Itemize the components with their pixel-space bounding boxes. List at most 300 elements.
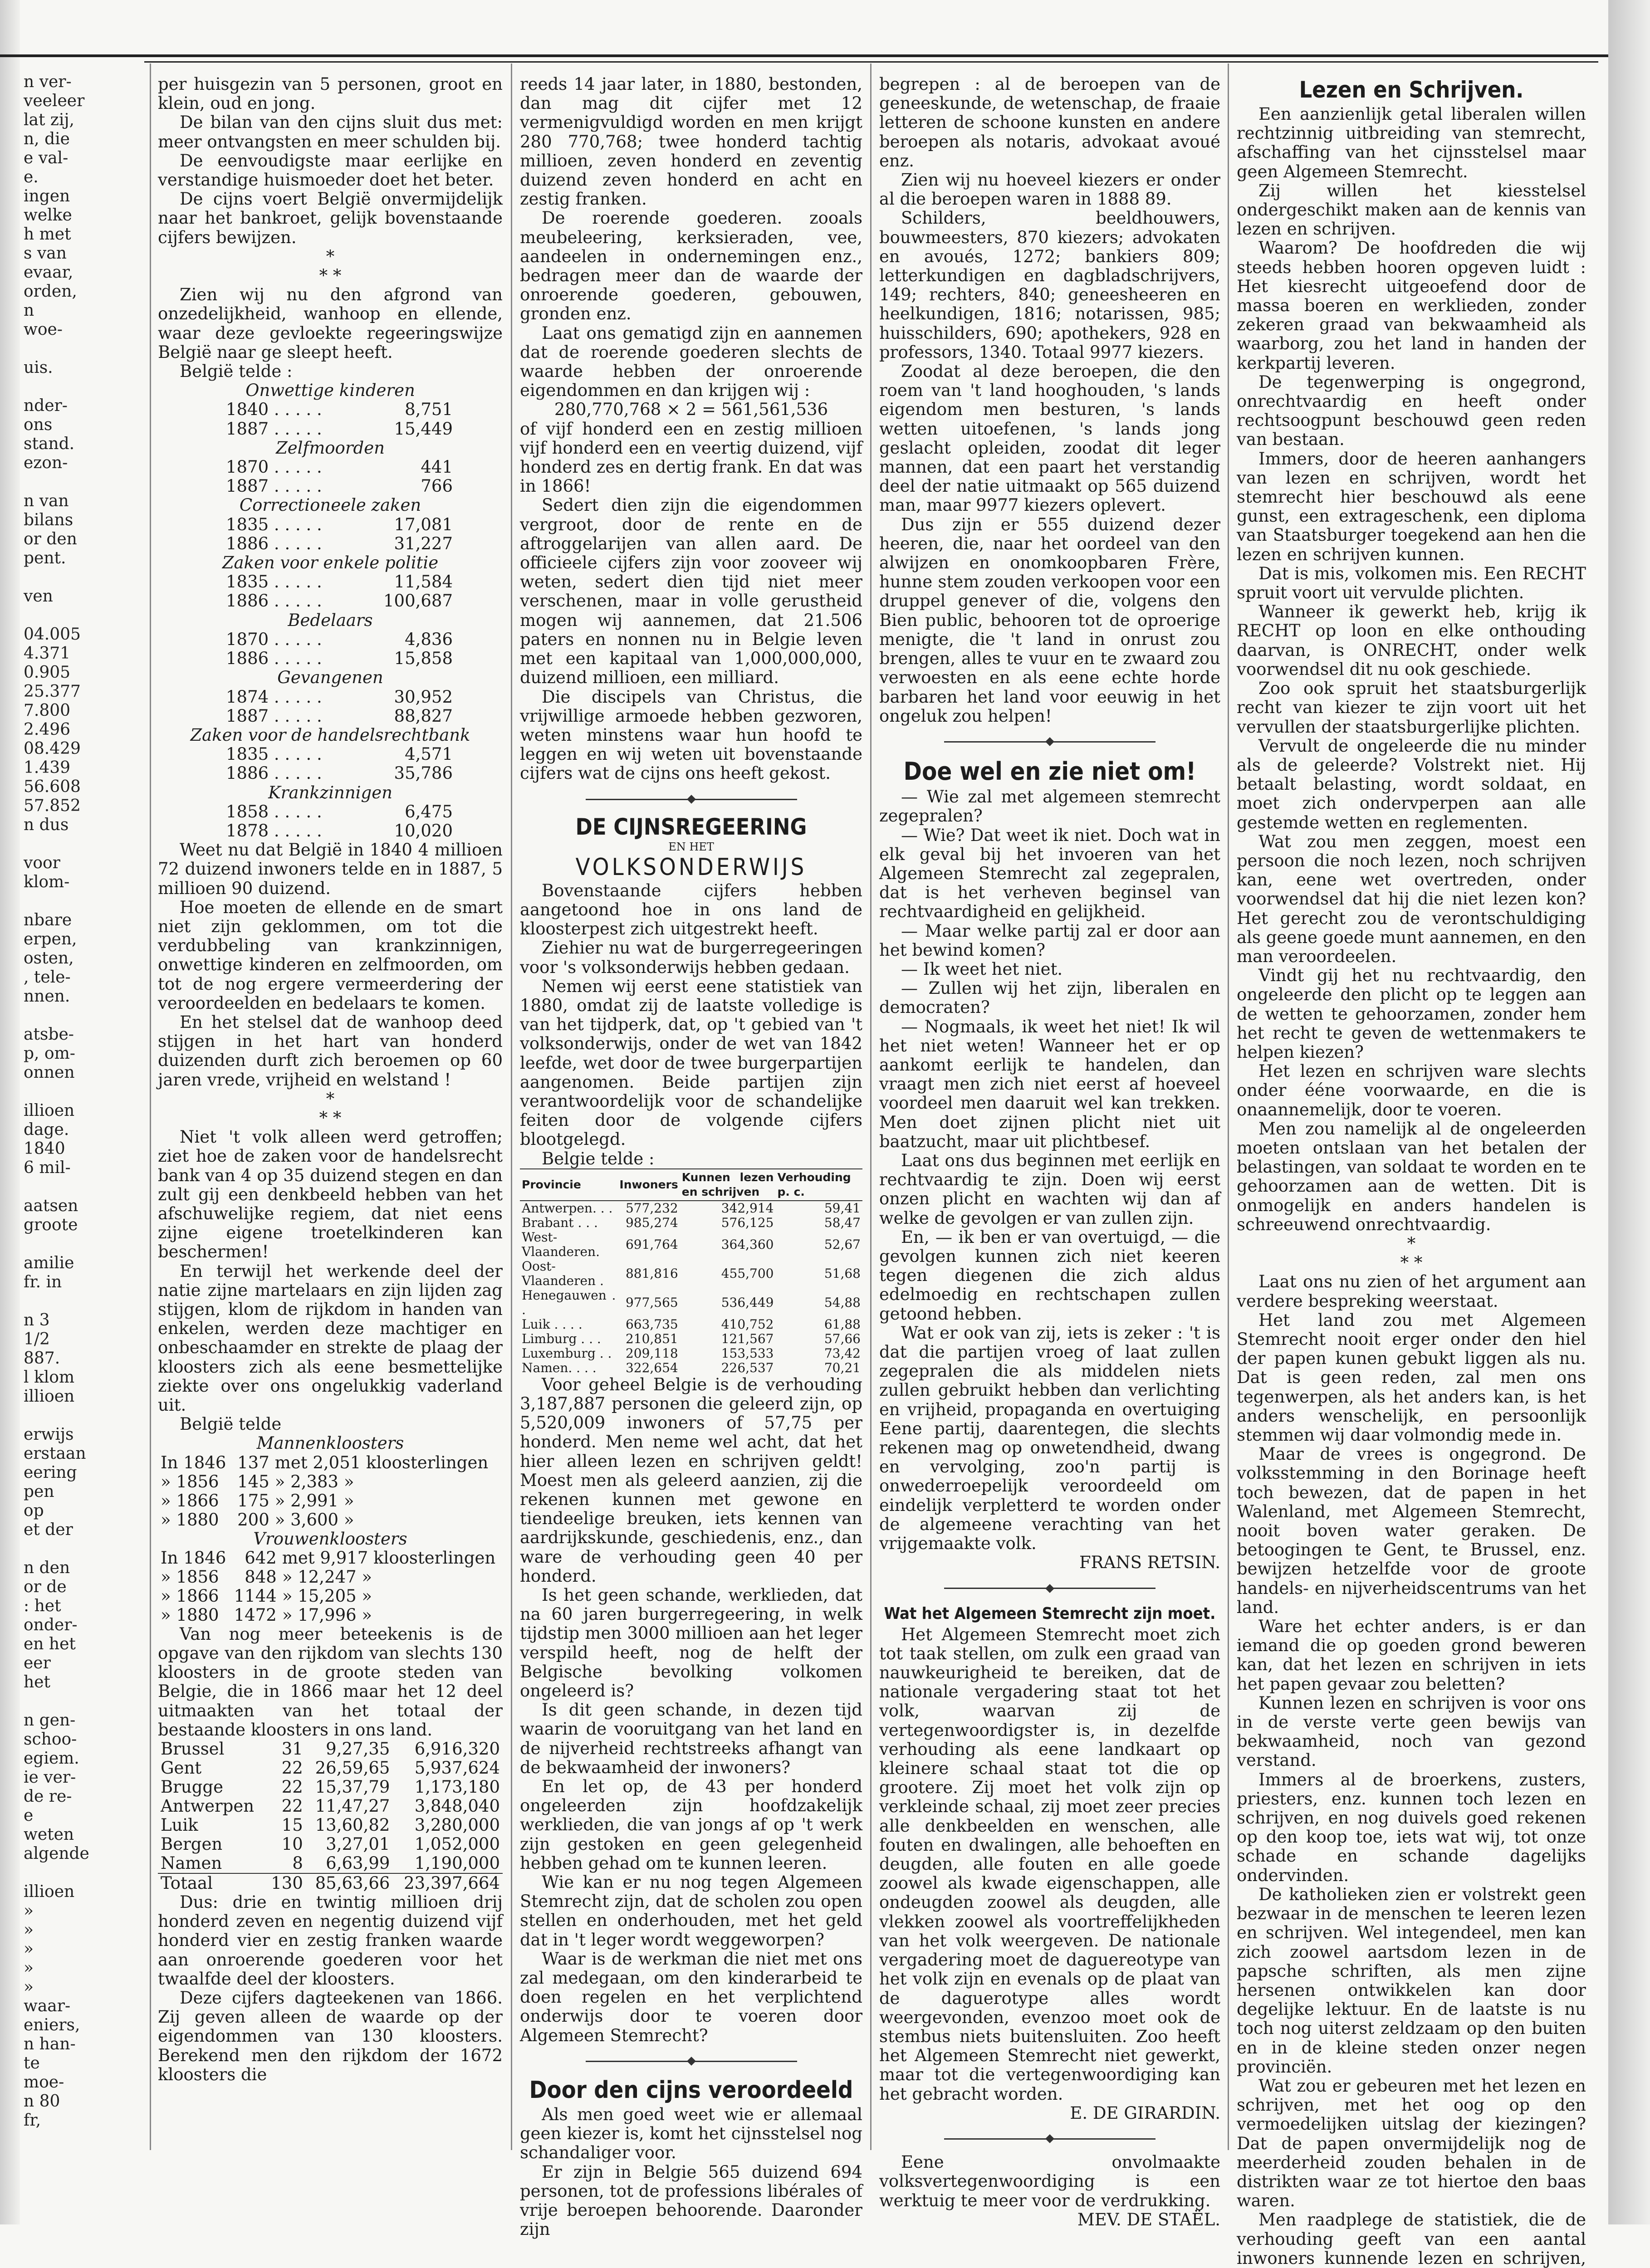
fragment-line [24,1863,78,1882]
table-cell: 153,533 [721,1345,774,1361]
table-cell: 1144 [234,1586,277,1606]
article-title-connector: EN HET [668,840,714,853]
table-cell: » 1866 [161,1586,219,1606]
table-cell: 70,21 [824,1360,861,1375]
table-cell: 881,816 [625,1266,678,1281]
paragraph: Dus: drie en twintig millioen drij honderd zeven en negentig duizend vijf honderd vier en zestig franken waarde aan onroerende goederen voor het twaalfde deel der kloosters. [158,1892,503,1989]
table-cell: Namen. . . . [522,1360,597,1375]
stat-value: 31,227 [394,533,453,553]
table-row [520,1201,862,1216]
fragment-line: ie ver- [24,1768,76,1787]
table-cell: 13,60,82 [315,1815,390,1835]
paragraph: Een aanzienlijk getal liberalen willen rechtzinnig uitbreiding van stemrecht, afschaffing van het cijnsstelsel maar geen Algemeen Stemrecht. [1237,104,1586,181]
table-cell: Luik [161,1815,198,1835]
table-cell: 209,118 [625,1345,678,1361]
table-cell: » 17,996 » [282,1605,372,1625]
paragraph: Waar is de werkman die niet met ons zal medegaan, om den kinderarbeid te doen regelen en het verplichtend onderwijs door te voeren door Algemeen Stemrecht? [520,1949,862,2045]
table-row [158,1606,503,1625]
table-cell: » 1856 [161,1567,219,1587]
table-cell: » 1880 [161,1605,219,1625]
article-title: Door den cijns veroordeeld [529,2077,853,2104]
stat-row [158,420,503,439]
stat-heading: Gevangenen [277,668,383,688]
table-cell: Antwerpen. . . [522,1200,613,1216]
table-cell: » 3,600 » [274,1510,354,1530]
table-cell: 3,280,000 [414,1815,500,1835]
fragment-line: orden, [24,282,77,301]
fragment-line: de re- [24,1787,72,1806]
fragment-line: ven [24,587,53,606]
fragment-line: egiem. [24,1749,79,1768]
stat-year: 1874 . . . . . [226,687,322,707]
fragment-line: n gen- [24,1711,76,1730]
table-cell: 22 [281,1758,303,1778]
stat-year: 1870 . . . . . [226,457,322,477]
fragment-line: , tele- [24,968,71,987]
fragment-line: n, die [24,130,70,148]
fragment-line: » [24,1959,34,1977]
stat-value: 35,786 [394,763,453,783]
stat-value: 17,081 [394,514,453,534]
fragment-line: erstaan [24,1444,86,1463]
paragraph: Wat zou er gebeuren met het lezen en schrijven, met het oog op den vermoedelijken uitslag der kiezingen? Dat de papen onvermijdelijk nog de meerderheid zouden behalen in de distrikten waar ze tot hiertoe den baas waren. [1237,2076,1586,2211]
table-cell: 226,537 [721,1360,774,1375]
page-edge [1608,0,1650,2224]
table-row [158,1453,503,1472]
table-header: Inwoners [617,1169,680,1201]
fragment-line: fr. in [24,1273,62,1291]
wealth-table [158,1740,503,1893]
stat-year: 1835 . . . . . [226,514,322,534]
table-cell: 8 [292,1853,303,1873]
table-row [520,1346,862,1361]
fragment-line: 4.371 [24,644,71,663]
paragraph: Bovenstaande cijfers hebben aangetoond hoe in ons land de kloosterpest zich uitgestrekt heeft. [520,880,862,939]
stat-row [158,821,503,841]
paragraph: De roerende goederen. zooals meubeleering, kerksieraden, vee, aandeelen in ondernemingen enz., bedragen meer dan de waarde der onroerende goederen, gebouwen, gronden enz. [520,208,862,324]
table-cell: 3,848,040 [414,1796,500,1816]
table-cell: 5,937,624 [414,1758,500,1778]
paragraph: Van nog meer beteekenis is de opgave van den rijkdom van slechts 130 kloosters in de groote steden van Belgie, die in 1866 maar het 12 deel uitmaakten van het totaal der bestaande kloosters in ons land. [158,1624,503,1740]
table-cell: 26,59,65 [315,1758,390,1778]
binding-shadow [0,0,20,2224]
fragment-line: 887. [24,1349,60,1368]
fragment-line: 04.005 [24,625,81,644]
fragment-line [24,835,78,854]
education-table [520,1168,862,1375]
fragment-line [24,1082,78,1101]
fragment-line: e weten [24,1806,74,1844]
paragraph: Schilders, beeldhouwers, bouwmeesters, 870 kiezers; advokaten en avoués, 1272; bankiers 809; letterkundigen en dagbladschrijvers, 149; rechters, 840; geneesheeren en heelkundigen, 1816; notarissen, 985; huisschilders, 690; apothekers, 928 en professors, 1340. Totaal 9977 kiezers. [879,208,1220,362]
paragraph: Maar de vrees is ongegrond. De volksstemming in den Borinage heeft toch bewezen, dat de papen in het Walenland, met Algemeen Stemrecht, nooit boven water geraken. De betoogingen te Gent, te Brussel, enz. bewijzen hetzelfde voor de groote handels- en nijverheidscentrums van het land. [1237,1444,1586,1617]
table-cell: Antwerpen [161,1796,255,1816]
table-cell: 1,052,000 [414,1834,500,1854]
table-cell: 1,173,180 [414,1777,500,1797]
paragraph: begrepen : al de beroepen van de geneeskunde, de wetenschap, de fraaie letteren de schoone kunsten en andere beroepen als notaris, advokaat avoué enz. [879,74,1220,171]
fragment-line: welke [24,206,72,225]
paragraph: Zoodat al deze beroepen, die den roem van 't land hooghouden, 's lands eigendom men besturen, 's lands wetten uitoefenen, 's lands jong geslacht opleiden, zoodat dit leger mannen, dat een paart het verstandig deel der natie uitmaakt op 565 duizend man, maar 9977 kiezers oplevert. [879,362,1220,515]
fragment-line: illioen [24,1101,75,1120]
stat-row [158,745,503,764]
ornament-divider [879,2128,1220,2147]
stat-value: 15,449 [394,419,453,439]
stat-row [158,458,503,477]
fragment-line: algende [24,1844,89,1863]
table-cell: Oost-Vlaanderen . [522,1258,604,1288]
paragraph: Laat ons gematigd zijn en aannemen dat de roerende goederen slechts de waarde hebben der onroerende eigendommen en dan krijgen wij : [520,323,862,401]
paragraph: Vindt gij het nu rechtvaardig, den ongeleerde den plicht op te leggen aan de wetten te gehoorzamen, zonder hem het recht te geven de wettenmakers te helpen kiezen? [1237,966,1586,1062]
table-cell: 130 [271,1873,303,1893]
fragment-line: n van [24,492,69,510]
table-row [158,1797,503,1816]
paragraph: België telde : [180,362,293,381]
mannenkloosters-table [158,1453,503,1530]
table-cell: » 15,205 » [282,1586,372,1606]
stat-value: 6,475 [405,802,453,821]
paragraph: Sedert dien zijn die eigendommen vergroot, door de rente en de aftroggelarijen van allen aard. De officieele cijfers zijn voor zooveer wij weten, sedert dien tijd niet meer verschenen, maar in volle gerustheid mogen wij aannemen, dat 21.506 paters en nonnen nu in Belgie leven met een kapitaal van 1,000,000,000, duizend millioen, een milliard. [520,495,862,688]
article-title: Lezen en Schrijven. [1299,77,1524,103]
stat-heading: Zelfmoorden [276,438,385,458]
table-total-row [158,1873,503,1893]
paragraph: Ziehier nu wat de burgerregeeringen voor 's volksonderwijs hebben gedaan. [520,938,862,977]
table-cell: 691,764 [625,1237,678,1252]
paragraph: Vervult de ongeleerde die nu minder als de geleerde? Volstrekt niet. Hij betaalt belasting, wordt soldaat, en moet zich ondervperpen aan alle gestemde wetten en reglementen. [1237,736,1586,832]
paragraph: Eene onvolmaakte volksvertegenwoordiging is een werktuig te meer voor de verdrukking. [879,2152,1220,2210]
stat-value: 30,952 [394,687,453,707]
statistics-list [158,381,503,841]
stat-year: 1886 . . . . . [226,649,322,669]
table-cell: 51,68 [824,1266,861,1281]
table-cell: 22 [281,1777,303,1797]
signature: MEV. DE STAËL. [1077,2209,1220,2229]
fragment-line: bilans [24,511,73,529]
paragraph: — Wie zal met algemeen stemrecht zegepralen? [879,787,1220,826]
table-cell: met 2,051 kloosterlingen [274,1452,489,1472]
paragraph: Die discipels van Christus, die vrijwillige armoede hebben gezworen, weten minstens waar hun hoofd te leggen en wij weten uit bovenstaande cijfers wat de cijns ons heeft gekost. [520,687,862,783]
table-cell: Luik . . . . [522,1316,583,1332]
paragraph: Waarom? De hoofdreden die wij steeds hebben hooren opgeven luidt : Het kiesrecht uitgeoefend door de massa boeren en werklieden, zonder zekeren graad van bekwaamheid als waarborg, zou het land in handen der kerkpartij leveren. [1237,238,1586,373]
paragraph: Weet nu dat België in 1840 4 millioen 72 duizend inwoners telde en in 1887, 5 millioen 90 duizend. [158,840,503,898]
table-cell: Namen [161,1853,222,1873]
fragment-line: pent. [24,549,66,567]
table-cell: 85,63,66 [315,1873,390,1893]
table-cell: 11,47,27 [315,1796,390,1816]
table-cell: 848 [245,1567,277,1587]
paragraph: Men zou namelijk al de ongeleerden moeten ontslaan van het betalen der belastingen, van soldaat te worden en te gehoorzamen aan de wetten. Dit is onmogelijk en anders handelen is schreeuwend onrechtvaardig. [1237,1119,1586,1234]
signature: E. DE GIRARDIN. [1070,2103,1220,2123]
paragraph: — Nogmaals, ik weet het niet! Ik wil het niet weten! Wanneer het er op aankomt eerlijk te handelen, dan vraagt men zich niet eerst af hoeveel voordeel men daaruit wel kan trekken. Men doet zijnen plicht niet uit baatzucht, maar uit plichtbesef. [879,1017,1220,1151]
paragraph: Belgie telde : [542,1149,655,1168]
fragment-line: en het [24,1635,76,1653]
stat-value: 441 [421,457,453,477]
fragment-line: uis. [24,358,53,377]
stat-year: 1835 . . . . . [226,572,322,592]
column-rule-0 [150,64,151,2150]
table-row [158,1816,503,1835]
table-cell: » 2,383 » [274,1471,354,1491]
table-cell: 663,735 [625,1316,678,1332]
fragment-line: pen op [24,1482,54,1520]
paragraph: Wie kan er nu nog tegen Algemeen Stemrecht zijn, dat de scholen zou open stellen en onderhouden, met het geld dat in 't leger wordt weggeworpen? [520,1872,862,1950]
stat-value: 766 [421,476,453,496]
table-cell: 61,88 [824,1316,861,1332]
paragraph: En let op, de 43 per honderd ongeleerden zijn hoofdzakelijk werklieden, die van jongs af op 't werk zijn gestoken en geen gelegenheid hebben gehad om te kunnen leeren. [520,1777,862,1873]
fragment-line: h met [24,225,71,244]
fragment-line: 57.852 [24,797,81,815]
stat-year: 1886 . . . . . [226,591,322,611]
fragment-line: l klom [24,1368,75,1387]
table-header: Verhouding p. c. [776,1169,863,1201]
table-cell: 200 [237,1510,269,1530]
table-header: Provincie [520,1169,617,1201]
fragment-line: illioen [24,1387,75,1406]
formula: 280,770,768 × 2 = 561,561,536 [554,400,828,420]
column-1 [158,75,503,2152]
table-cell: 577,232 [625,1200,678,1216]
fragment-line: n den [24,1559,70,1577]
table-cell: Limburg . . . [522,1331,601,1346]
fragment-line: n 3 1/2 [24,1311,50,1349]
table-cell: 9,27,35 [326,1739,390,1759]
table-cell: West-Vlaanderen. [522,1229,600,1259]
stat-value: 4,836 [405,629,453,649]
table-cell: In 1846 [161,1452,226,1472]
paragraph: Het Algemeen Stemrecht moet zich tot taak stellen, om zulk een graad van nauwkeurigheid te bereiken, dat de nationale vergadering staat tot het volk, waarvan zij de vertegenwoordigster is, in dezelfde verhouding als eene landkaart op kleinere schaal staat tot die op grootere. Zij moet het volk zijn op verkleinde schaal, zij moet zeer precies alle denkbeelden en wenschen, alle fouten en dwalingen, alle behoeften en deugden, alle fouten en alle goede zoowel als kwade eigenschappen, alle ondeugden zoowel als deugden, alle vlekken zoowel als voortreffelijkheden van het volk weergeven. De nationale vergadering moet de daguereotype van het volk zijn en evenals op de plaat van de daguerotype alles wordt weergevonden, evenzoo moet ook de stembus niets buitensluiten. Zoo heeft het Algemeen Stemrecht niet gewerkt, maar tot die vertegenwoordiging kan het gebracht worden. [879,1624,1220,2104]
fragment-line: stand. [24,435,75,453]
article-subtitle: VOLKSONDERWIJS [575,853,807,881]
paragraph: Zien wij nu hoeveel kiezers er onder al die beroepen waren in 1888 89. [879,170,1220,209]
table-cell: 576,125 [721,1215,774,1230]
fragment-line: schoo- [24,1730,77,1749]
paragraph: — Maar welke partij zal er door aan het bewind komen? [879,921,1220,960]
paragraph: Laat ons nu zien of het argument aan verdere bespreking weerstaat. [1237,1272,1586,1311]
fragment-line [24,339,78,358]
table-row [520,1288,862,1317]
table-cell: Luxemburg . . [522,1345,612,1361]
fragment-line: evaar, [24,263,73,282]
table-cell: 642 [245,1548,277,1568]
paragraph: Dus zijn er 555 duizend dezer heeren, die, naar het oordeel van den alwijzen en onomkoopbaren Frère, hunne stem zouden verkoopen voor een druppel genever of die, volgens den Bien public, behooren tot de oproerige menigte, die 't land in onrust zou brengen, alles te vuur en te zwaard zou verwoesten en als eene echte horde barbaren het land voor eeuwig in het ongeluk zou helpen! [879,514,1220,726]
paragraph: Zij willen het kiesstelsel ondergeschikt maken aan de kennis van lezen en schrijven. [1237,181,1586,239]
stat-heading: Zaken voor enkele politie [222,553,439,573]
table-cell: 58,47 [824,1215,861,1230]
fragment-line: lat zij, [24,111,74,129]
fragment-line: eering [24,1463,77,1482]
fragment-line: 1.439 [24,758,71,777]
column-2 [520,74,862,2239]
stat-row [158,534,503,553]
table-header-row [520,1169,862,1201]
column-rule-2 [870,64,872,2150]
top-rule-thin [144,61,1598,63]
table-cell: 364,360 [721,1237,774,1252]
fragment-line: » [24,1940,34,1958]
table-cell: 1472 [234,1605,277,1625]
table-cell: 10 [281,1834,303,1854]
fragment-line: 7.800 [24,701,71,720]
fragment-line: eniers, [24,2016,80,2034]
table-cell: 22 [281,1796,303,1816]
paragraph: Nemen wij eerst eene statistiek van 1880, omdat zij de laatste volledige is van het tijdperk, dat, op 't gebied van 't volksonderwijs, onder de wet van 1842 leefde, wet door de twee burgerpartijen aangenomen. Beide partijen zijn verantwoordelijk voor de schandelijke feiten door de volgende cijfers blootgelegd. [520,976,862,1149]
table-cell: 210,851 [625,1331,678,1346]
table-row [158,1854,503,1873]
table-cell: Gent [161,1758,202,1778]
paragraph: De tegenwerping is ongegrond, onrechtvaardig en heeft onder rechtsoogpunt beschouwd geen reden van bestaan. [1237,372,1586,450]
fragment-line [24,377,78,396]
fragment-line: waar- [24,1997,71,2015]
column-rule-3 [1228,64,1229,2150]
stat-row [158,707,503,726]
ornament-divider [520,2051,862,2070]
paragraph: En het stelsel dat de wanhoop deed stijgen in het hart van honderd duizenden durft zich beroemen op 60 jaren vrede, vrijheid en welstand ! [158,1012,503,1090]
paragraph: Laat ons dus beginnen met eerlijk en rechtvaardig te zijn. Doen wij eerst onzen plicht en wachten wij dan af welke de gevolgen er van zullen zijn. [879,1150,1220,1228]
table-cell: 175 [237,1491,269,1510]
paragraph: Voor geheel Belgie is de verhouding 3,187,887 personen die geleerd zijn, op 5,520,009 inwoners of 57,75 per honderd. Men neme wel acht, dat het hier alleen lezen en schrijven geldt! Moest men als geleerd aanzien, zij die rekenen kunnen met gewone en tiendeelige breuken, iets kennen van aardrijkskunde, geschiedenis, enz., dan ware de verhouding geen 40 per honderd. [520,1374,862,1586]
fragment-line: aatsen [24,1197,78,1215]
paragraph: of vijf honderd een en zestig millioen vijf honderd een en veertig duizend, vijf honderd zes en dertig frank. En dat was in 1866! [520,419,862,496]
table-row [158,1510,503,1530]
table-heading: Vrouwenkloosters [253,1529,407,1549]
stat-row [158,802,503,821]
fragment-line: » [24,1921,34,1939]
table-cell: Brugge [161,1777,223,1797]
table-cell: 455,700 [721,1266,774,1281]
paragraph: De eenvoudigste maar eerlijke en verstandige huismoeder doet het beter. [158,151,503,190]
paragraph: Niet 't volk alleen werd getroffen; ziet hoe de zaken voor de handelsrecht bank van 4 op 35 duizend stegen en dan zult gij een denkbeeld hebben van het afschuwelijke regiem, dat niet eens zijne eigene troetelkinderen kan beschermen! [158,1127,503,1262]
paragraph: En terwijl het werkende deel der natie zijne martelaars en zijn lijden zag stijgen, klom de rijkdom in handen van enkelen, werden deze machtiger en onbeschaamder en strekte de plaag der kloosters zich als eene besmettelijke ziekte over ons ongelukkig vaderland uit. [158,1261,503,1415]
article-title: Wat het Algemeen Stemrecht zijn moet. [884,1604,1216,1623]
paragraph: Wat er ook van zij, iets is zeker : 't is dat die partijen vroeg of laat zullen zegepralen die als middelen niets zullen gebruikt hebben dan verlichting en vrijheid, propaganda en overtuiging Eene partij, daarentegen, die slechts rekenen mag op onwetendheid, dwang en vervolging, zoo'n partij is onwederroepelijk veroordeeld om eindelijk verpletterd te worden onder de algemeene verachting van het vrijgemaakte volk. [879,1323,1220,1554]
fragment-line: nder- [24,396,68,415]
paragraph: Zien wij nu den afgrond van onzedelijkheid, wanhoop en ellende, waar deze gevloekte regeeringswijze België naar ge sleept heeft. [158,285,503,362]
fragment-line: et der [24,1520,73,1539]
fragment-line [24,568,78,587]
fragment-line: n dus [24,816,69,834]
fragment-line: klom- [24,873,70,891]
table-cell: 137 [237,1452,269,1472]
table-row [158,1472,503,1491]
stat-value: 15,858 [394,649,453,669]
fragment-line: n woe- [24,301,63,339]
column-4 [1237,75,1586,2268]
ornament-divider [879,1578,1220,1597]
table-cell: 73,42 [824,1345,861,1361]
stat-year: 1887 . . . . . [226,476,322,496]
paragraph: Hoe moeten de ellende en de smart niet zijn geklommen, om tot die verdubbeling van krankzinnigen, onwettige kinderen en zelfmoorden, om tot de nog ergere vermeerdering der veroordeelden en bedelaars te komen. [158,897,503,1013]
table-row [520,1361,862,1375]
fragment-line [24,1178,78,1197]
table-cell: 31 [281,1739,303,1759]
section-stars: * * * [319,1089,342,1128]
fragment-line [24,1692,78,1711]
fragment-line: 6 mil- [24,1158,71,1177]
column-3 [879,74,1220,2229]
fragment-line: or den [24,530,77,548]
stat-value: 10,020 [394,821,453,841]
table-cell: 54,88 [824,1295,861,1310]
fragment-line: ons [24,415,53,434]
fragment-line: : het [24,1597,61,1615]
paragraph: En, — ik ben er van overtuigd, — die gevolgen kunnen zich niet keeren tegen diegenen die zich aldus edelmoedig en rechtschapen zullen getoond hebben. [879,1227,1220,1324]
paragraph: Deze cijfers dagteekenen van 1866. Zij geven alleen de waarde op der eigendommen van 130 kloosters. Berekend men den rijkdom der 1672 kloosters die [158,1988,503,2084]
fragment-line: s van [24,244,67,263]
fragment-line: or de [24,1578,67,1596]
fragment-line [24,1006,78,1025]
paragraph: Zoo ook spruit het staatsburgerlijk recht van kiezer te zijn voort uit het vervullen der staatsburgerlijke plichten. [1237,679,1586,737]
paragraph: reeds 14 jaar later, in 1880, bestonden, dan mag dit cijfer met 12 vermenigvuldigd worden en men krijgt 280 770,768; twee honderd tachtig millioen, zeven honderd en zeventig duizend zeven honderd en acht en zestig franken. [520,74,862,209]
fragment-line: p, om- [24,1044,75,1063]
table-row [158,1835,503,1854]
table-cell: » 12,247 » [282,1567,372,1587]
stat-heading: Bedelaars [288,610,373,630]
table-cell: 145 [237,1471,269,1491]
table-row [520,1317,862,1332]
fragment-line: onnen [24,1063,75,1082]
fragment-line: 0.905 [24,663,71,682]
fragment-line: n ver- [24,73,72,91]
fragment-line [24,1292,78,1311]
fragment-line: onder- [24,1616,78,1634]
table-cell: 59,41 [824,1200,861,1216]
fragment-line [24,473,78,492]
paragraph: Men raadplege de statistiek, die de verhouding geeft van een aantal inwoners kunnende lezen en schrijven, [1237,2210,1586,2268]
table-cell: 410,752 [721,1316,774,1332]
fragment-line: voor [24,854,60,872]
stat-year: 1835 . . . . . [226,744,322,764]
paragraph: De katholieken zien er volstrekt geen bezwaar in de menschen te leeren lezen en schrijven. Wel integendeel, men kan zich zoowel aartsdom lezen in de papsche schriften, als men zijne hersenen ontwikkelen kan door degelijke lektuur. En de laatste is nu toch nog uiterst zeldzaam op den buiten en in de kleine steden onzer negen provinciën. [1237,1884,1586,2077]
fragment-line [24,892,78,911]
table-row [520,1259,862,1288]
fragment-line [24,1235,78,1254]
vrouwenkloosters-table [158,1549,503,1625]
fragment-line: » [24,1978,34,1996]
stat-row [158,572,503,591]
fragment-line: n han- [24,2035,76,2053]
table-cell: 3,27,01 [326,1834,390,1854]
table-row [520,1332,862,1346]
paragraph: Immers al de broerkens, zusters, priesters, enz. kunnen toch lezen en schrijven, en nog duivels goed rekenen op den koop toe, iets wat wij, tot onze schade en schande dagelijks ondervinden. [1237,1769,1586,1885]
paragraph: De bilan van den cijns sluit dus met: meer ontvangsten en meer schulden bij. [158,112,503,152]
table-cell: In 1846 [161,1548,226,1568]
table-cell: 57,66 [824,1331,861,1346]
ornament-divider [520,789,862,808]
table-row [158,1491,503,1510]
stat-value: 8,751 [405,400,453,420]
table-row [158,1568,503,1587]
fragment-line: 1840 [24,1139,65,1158]
table-cell: 6,916,320 [414,1739,500,1759]
table-cell: Brabant . . . [522,1215,598,1230]
table-cell: 23,397,664 [404,1873,500,1893]
stat-row [158,764,503,783]
stat-heading: Correctioneele zaken [239,495,421,515]
fragment-line: atsbe- [24,1025,74,1044]
fragment-line: amilie [24,1254,74,1272]
paragraph: Kunnen lezen en schrijven is voor ons in de verste verte geen bewijs van bekwaamheid, noch van gezond verstand. [1237,1693,1586,1770]
stat-heading: Onwettige kinderen [245,381,415,401]
stat-year: 1870 . . . . . [226,629,322,649]
fragment-line: erwijs [24,1425,74,1444]
fragment-line [24,1406,78,1425]
fragment-line: ingen [24,187,70,205]
fragment-line: dage. [24,1120,69,1139]
article-title: DE CIJNSREGEERING [575,813,807,840]
stat-year: 1886 . . . . . [226,533,322,553]
fragment-line: erpen, [24,930,77,948]
paragraph: Wat zou men zeggen, moest een persoon die noch lezen, noch schrijven kan, eene wet overtreden, onder voorwendsel dat hij die niet lezen kon? Het gerecht zou de verontschuldiging als geene goede munt aannemen, en den man veroordeelen. [1237,831,1586,966]
paragraph: Het land zou met Algemeen Stemrecht nooit erger onder den hiel der papen kunen gebukt liggen als nu. Dat is geen reden, zal men ons tegenwerpen, als het anders kan, is het anders wenschelijk, en persoonlijk stemmen wij daar volmondig mede in. [1237,1310,1586,1445]
table-row [158,1740,503,1759]
